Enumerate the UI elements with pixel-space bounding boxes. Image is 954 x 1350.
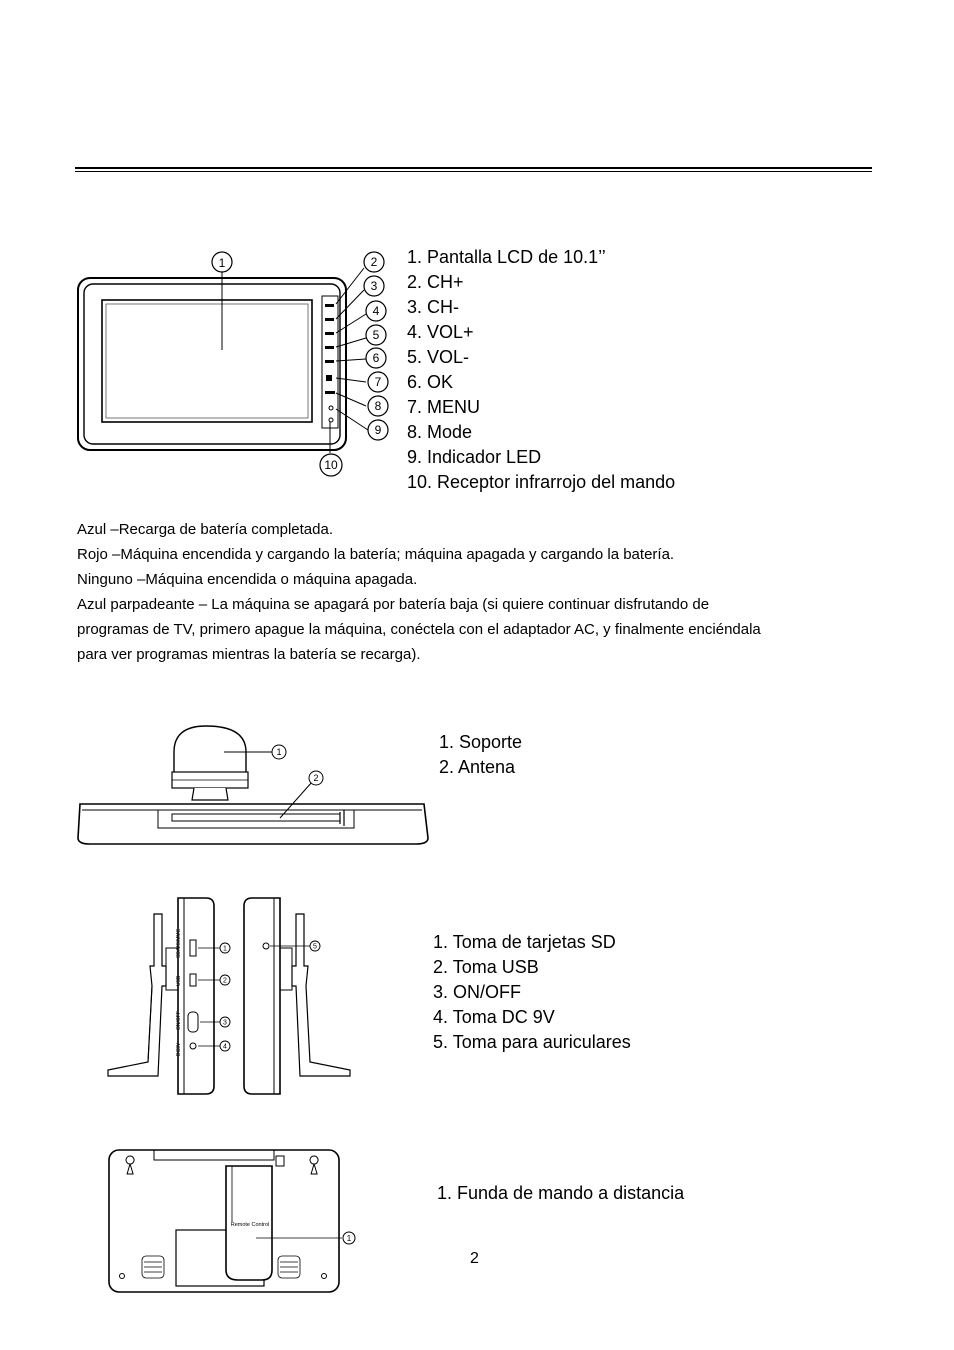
header-rule-bottom bbox=[75, 171, 872, 172]
side-views-figure bbox=[104, 886, 354, 1100]
top-item-2: 2. Antena bbox=[439, 757, 516, 777]
front-item-10: 10. Receptor infrarrojo del mando bbox=[407, 472, 676, 492]
side-item-1: 1. Toma de tarjetas SD bbox=[433, 932, 616, 952]
callout-6-label: 6 bbox=[372, 351, 380, 365]
front-parts-list bbox=[407, 245, 675, 495]
callout-7-label: 7 bbox=[374, 375, 382, 389]
back-parts-list bbox=[437, 1181, 684, 1206]
front-view-figure bbox=[74, 248, 394, 480]
callout-4-label: 4 bbox=[372, 304, 380, 318]
callout-5-label: 5 bbox=[372, 328, 380, 342]
svg-text:DC9V: DC9V bbox=[176, 1042, 182, 1056]
led-line-blinking-cont-1: programas de TV, primero apague la máquina, conéctela con el adaptador AC, y finalmente enciéndala bbox=[77, 621, 761, 638]
callout-10-label: 10 bbox=[324, 458, 338, 472]
led-line-none: Ninguno –Máquina encendida o máquina apagada. bbox=[77, 571, 418, 588]
side-callout-3-label: 3 bbox=[223, 1019, 227, 1027]
callout-8-label: 8 bbox=[374, 399, 382, 413]
side-callout-5-label: 5 bbox=[313, 943, 317, 951]
svg-text:USB: USB bbox=[176, 975, 182, 986]
page-number: 2 bbox=[470, 1250, 479, 1267]
side-item-5: 5. Toma para auriculares bbox=[433, 1032, 631, 1052]
side-callout-4-label: 4 bbox=[223, 1043, 227, 1051]
top-parts-list bbox=[439, 730, 522, 780]
front-item-5: 5. VOL- bbox=[407, 347, 470, 367]
side-parts-list bbox=[433, 930, 631, 1055]
front-item-7: 7. MENU bbox=[407, 397, 481, 417]
top-callout-2-label: 2 bbox=[313, 773, 319, 783]
led-line-blue: Azul –Recarga de batería completada. bbox=[77, 521, 333, 538]
side-item-2: 2. Toma USB bbox=[433, 957, 539, 977]
front-item-6: 6. OK bbox=[407, 372, 454, 392]
svg-text:SD/MS/MMC: SD/MS/MMC bbox=[176, 928, 182, 958]
front-item-9: 9. Indicador LED bbox=[407, 447, 542, 467]
sleeve-label: Remote Control bbox=[230, 1222, 270, 1228]
header-rule-top bbox=[75, 167, 872, 169]
top-view-figure bbox=[76, 722, 430, 848]
side-callout-2-label: 2 bbox=[223, 977, 227, 985]
led-description bbox=[77, 517, 867, 667]
side-callout-1-label: 1 bbox=[223, 945, 227, 953]
callout-1-label: 1 bbox=[218, 256, 226, 270]
back-callout-1-label: 1 bbox=[346, 1234, 352, 1243]
led-line-blinking: Azul parpadeante – La máquina se apagará por batería baja (si quiere continuar disfrutando de bbox=[77, 596, 710, 613]
front-item-1: 1. Pantalla LCD de 10.1’’ bbox=[407, 247, 606, 267]
svg-text:ON/OFF: ON/OFF bbox=[176, 1011, 182, 1030]
top-callout-1-label: 1 bbox=[276, 747, 282, 757]
side-item-4: 4. Toma DC 9V bbox=[433, 1007, 555, 1027]
back-item-1: 1. Funda de mando a distancia bbox=[437, 1183, 685, 1203]
callout-2-label: 2 bbox=[370, 255, 378, 269]
callout-9-label: 9 bbox=[374, 423, 382, 437]
top-item-1: 1. Soporte bbox=[439, 732, 523, 752]
front-item-2: 2. CH+ bbox=[407, 272, 464, 292]
led-line-red: Rojo –Máquina encendida y cargando la batería; máquina apagada y cargando la batería. bbox=[77, 546, 675, 563]
front-item-4: 4. VOL+ bbox=[407, 322, 474, 342]
back-view-figure bbox=[106, 1146, 362, 1296]
front-item-3: 3. CH- bbox=[407, 297, 460, 317]
led-line-blinking-cont-2: para ver programas mientras la batería se recarga). bbox=[77, 646, 421, 663]
side-item-3: 3. ON/OFF bbox=[433, 982, 522, 1002]
callout-3-label: 3 bbox=[370, 279, 378, 293]
front-item-8: 8. Mode bbox=[407, 422, 473, 442]
